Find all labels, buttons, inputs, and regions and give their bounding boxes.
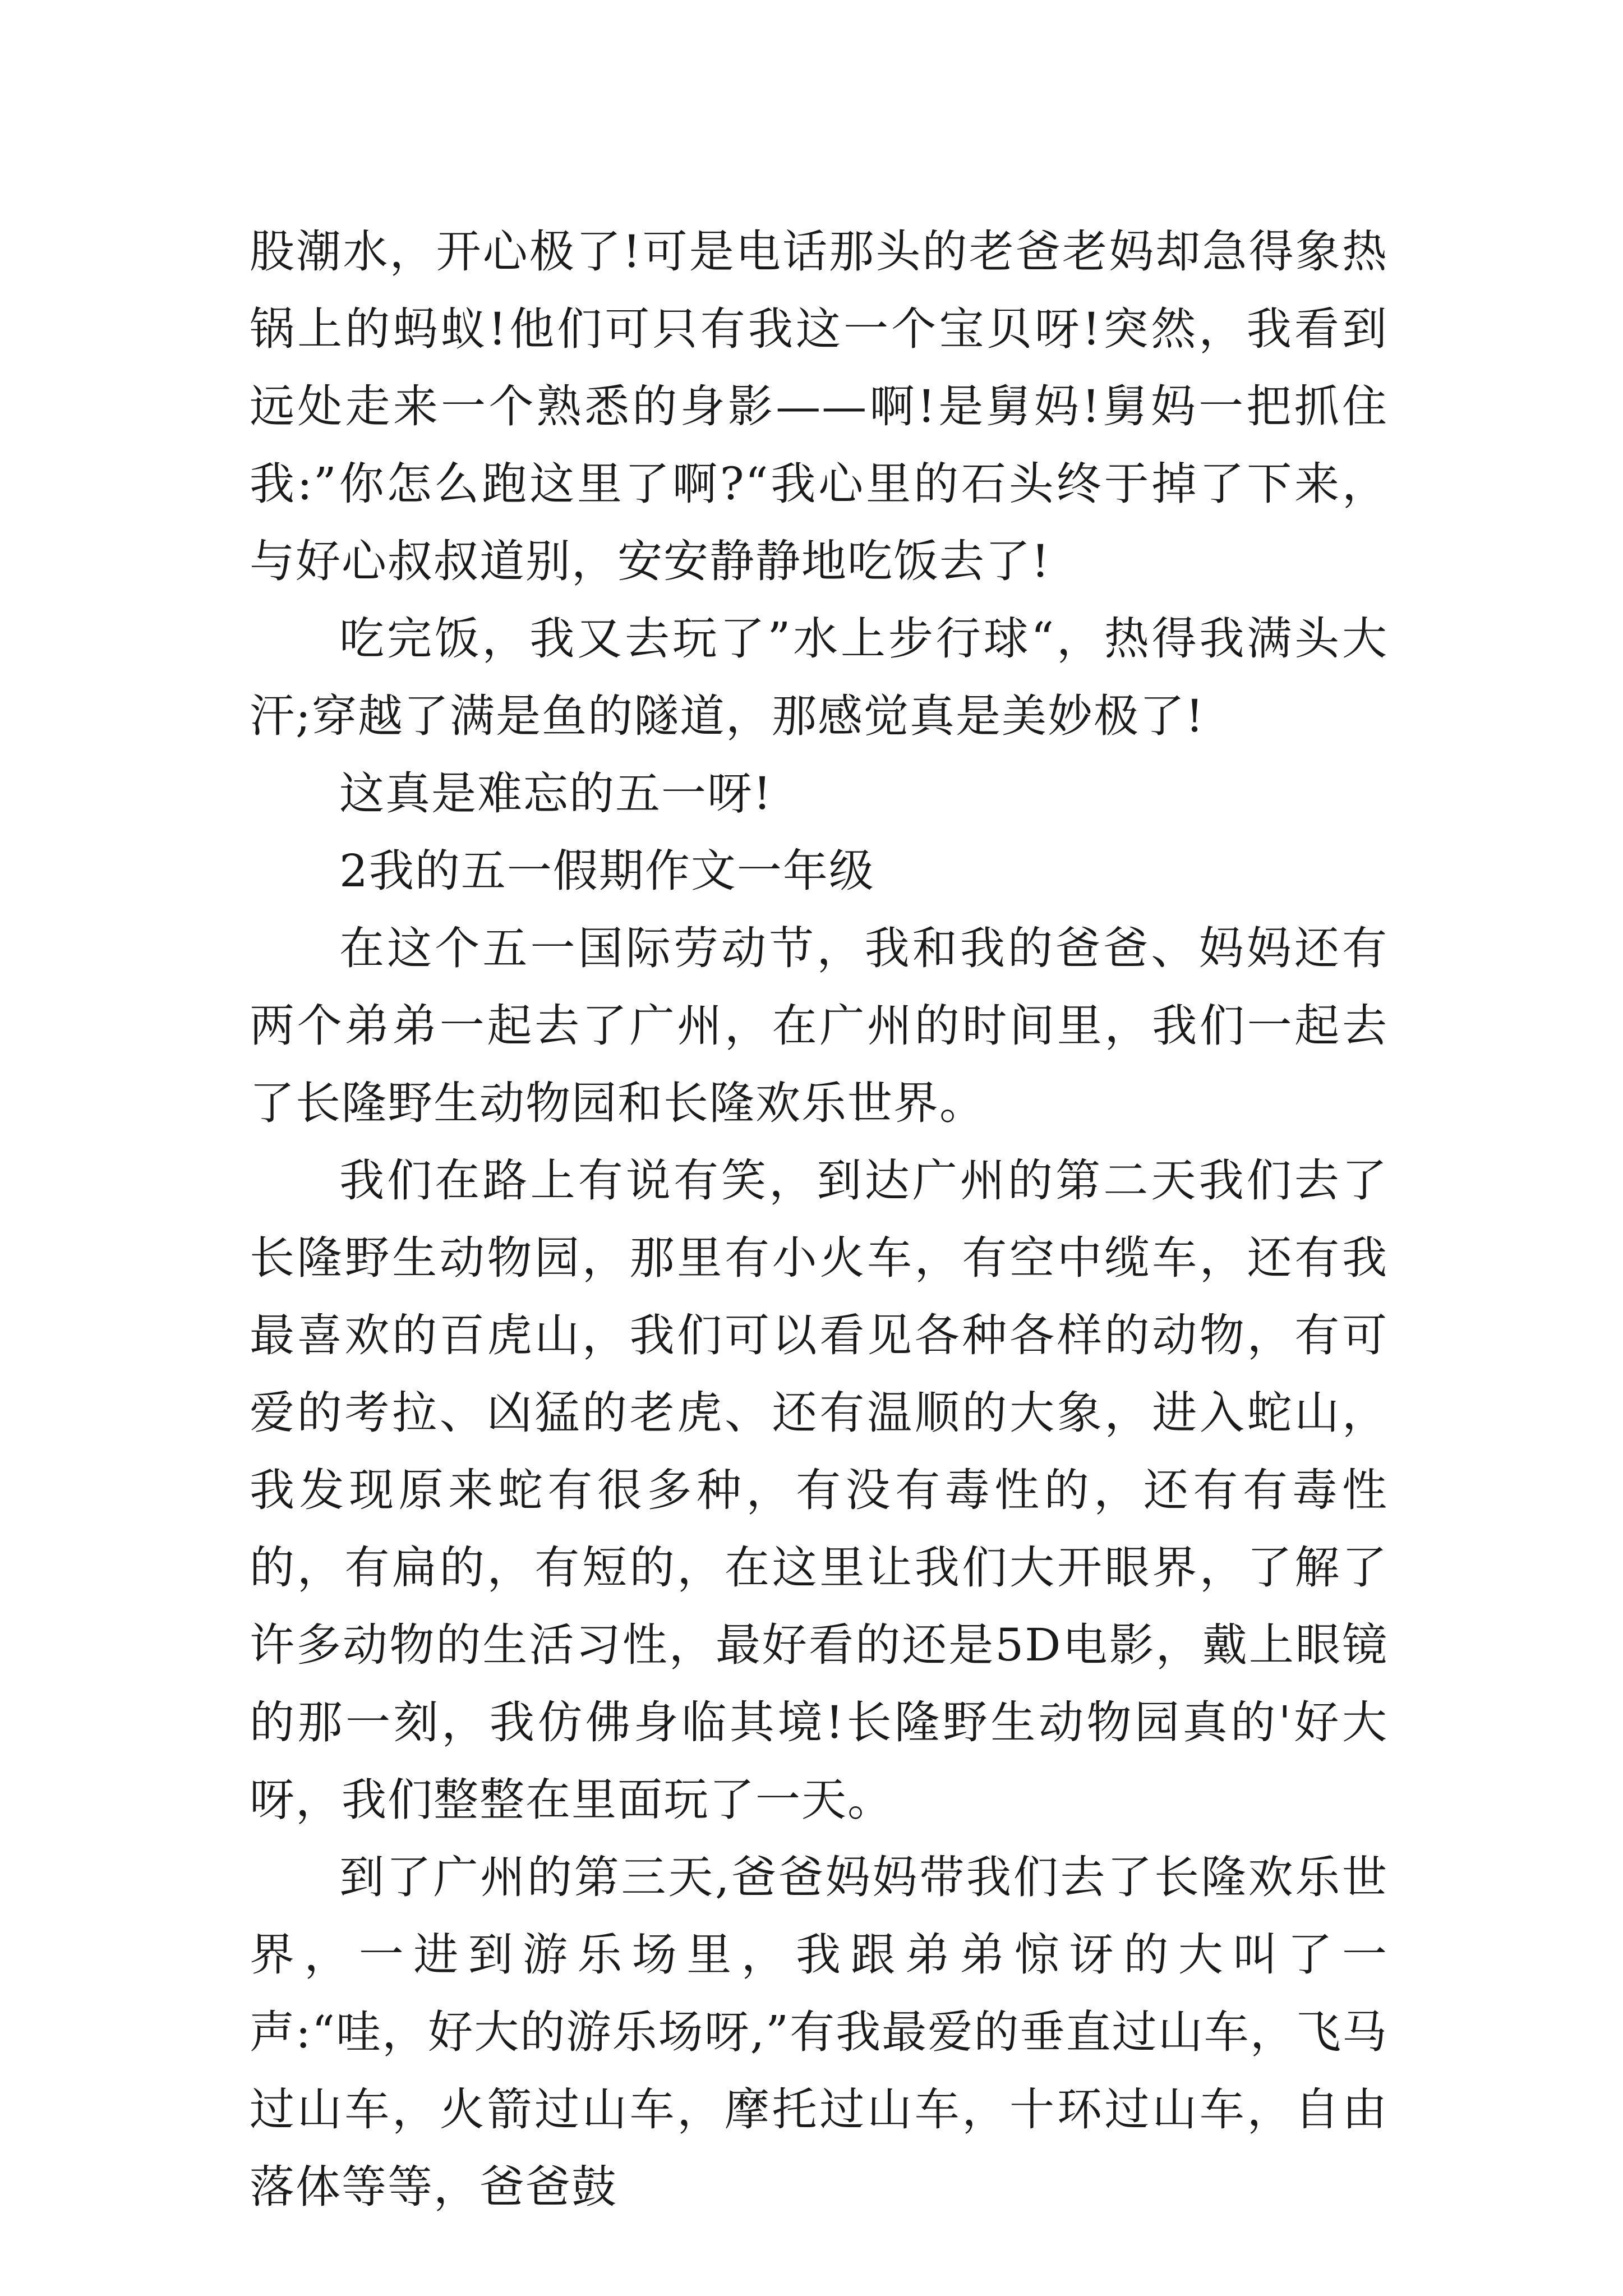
paragraph-1: 股潮水，开心极了!可是电话那头的老爸老妈却急得象热锅上的蚂蚁!他们可只有我这一个宝贝呀!突然，我看到远处走来一个熟悉的身影——啊!是舅妈!舅妈一把抓住我:”你怎么跑这里了啊?“我心里的石头终于掉了下来，与好心叔叔道别，安安静静地吃饭去了!	[250, 226, 1388, 587]
paragraph-6: 到了广州的第三天,爸爸妈妈带我们去了长隆欢乐世界，一进到游乐场里，我跟弟弟惊讶的大叫了一声:“哇，好大的游乐场呀,”有我最爱的垂直过山车，飞马过山车，火箭过山车，摩托过山车，十环过山车，自由落体等等，爸爸鼓	[250, 1851, 1388, 2213]
document-body	[250, 213, 1388, 2226]
paragraph-4: 在这个五一国际劳动节，我和我的爸爸、妈妈还有两个弟弟一起去了广州，在广州的时间里，我们一起去了长隆野生动物园和长隆欢乐世界。	[250, 922, 1388, 1129]
paragraph-5: 我们在路上有说有笑，到达广州的第二天我们去了长隆野生动物园，那里有小火车，有空中缆车，还有我最喜欢的百虎山，我们可以看见各种各样的动物，有可爱的考拉、凶猛的老虎、还有温顺的大象，进入蛇山，我发现原来蛇有很多种，有没有毒性的，还有有毒性的，有扁的，有短的，在这里让我们大开眼界，了解了许多动物的生活习性，最好看的还是5D电影，戴上眼镜的那一刻，我仿佛身临其境!长隆野生动物园真的'好大呀，我们整整在里面玩了一天。	[250, 1154, 1388, 1826]
paragraph-2: 吃完饭，我又去玩了”水上步行球“，热得我满头大汗;穿越了满是鱼的隧道，那感觉真是美妙极了!	[250, 613, 1388, 742]
paragraph-3: 这真是难忘的五一呀!	[339, 767, 773, 820]
section-heading: 2我的五一假期作文一年级	[339, 845, 875, 897]
